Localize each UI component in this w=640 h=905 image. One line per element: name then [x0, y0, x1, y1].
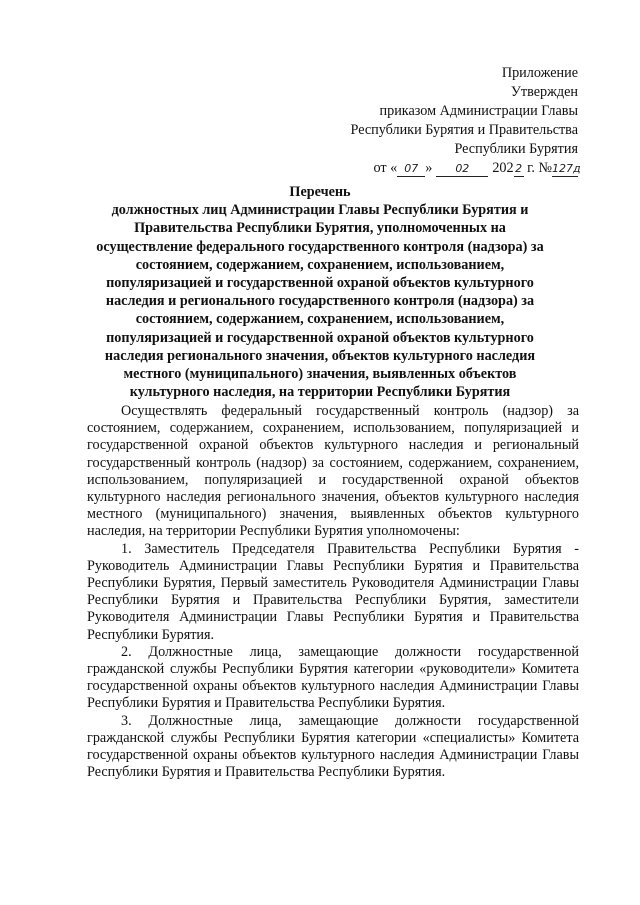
list-item: 3. Должностные лица, замещающие должности государственной гражданской службы Республики Бурятия категории «специалисты» Комитета государственной охраны объектов культурного наследия Администрации Главы Республики Бурятия и Правительства Республики Бурятия.: [87, 712, 579, 781]
list-item: 1. Заместитель Председателя Правительства Республики Бурятия - Руководитель Администрации Главы Республики Бурятия и Правительства Республики Бурятия, Первый заместитель Руководителя Администрации Главы Республики Бурятия и Правительства Республики Бурятия, заместители Руководителя Администрации Главы Республики Бурятия и Правительства Республики Бурятия.: [87, 540, 579, 643]
date-mid: »: [425, 160, 433, 176]
date-month: 02: [455, 162, 470, 175]
date-year-digit: 2: [515, 162, 523, 175]
header-line-admin: Республики Бурятия и Правительства: [350, 122, 578, 138]
order-number-field: [552, 161, 581, 177]
approval-header: [350, 64, 581, 178]
header-line-approved: Утвержден: [510, 84, 578, 100]
document-title: [90, 183, 550, 401]
header-date-line: [350, 159, 581, 178]
document-body: [87, 403, 579, 781]
date-year-suffix: г. №: [527, 160, 552, 176]
date-year-prefix: 202: [492, 160, 514, 176]
date-day: 07: [404, 162, 419, 175]
header-line-order: приказом Администрации Главы: [379, 103, 578, 119]
date-prefix: от «: [373, 160, 398, 176]
title-text: должностных лиц Администрации Главы Республики Бурятия и Правительства Республики Бурятия, уполномоченных на осуществление федерального государственного контроля (надзора) за состоянием, содержанием, сохранением, использованием, популяризацией и государственной охраной объектов культурного наследия и регионального государственного контроля (надзора) за состоянием, содержанием, сохранением, использованием, популяризацией и государственной охраной объектов культурного наследия регионального значения, объектов культурного наследия местного (муниципального) значения, выявленных объектов культурного наследия, на территории Республики Бурятия: [96, 202, 544, 401]
header-line-appendix: Приложение: [501, 65, 578, 81]
date-year-field: [514, 161, 524, 177]
order-number: 127д: [552, 162, 581, 175]
list-item: 2. Должностные лица, замещающие должности государственной гражданской службы Республики Бурятия категории «руководители» Комитета государственной охраны объектов культурного наследия Администрации Главы Республики Бурятия и Правительства Республики Бурятия.: [87, 643, 579, 712]
date-day-field: [397, 161, 425, 177]
date-month-field: [436, 161, 488, 177]
header-line-republic: Республики Бурятия: [454, 141, 578, 157]
title-heading: Перечень: [289, 184, 351, 200]
intro-paragraph: Осуществлять федеральный государственный контроль (надзор) за состоянием, содержанием, сохранением, использованием, популяризацией и государственной охраной объектов культурного наследия и региональный государственный контроль (надзор) за состоянием, содержанием, сохранением, использованием, популяризацией и государственной охраной объектов культурного наследия регионального значения, объектов культурного наследия местного (муниципального) значения, выявленных объектов культурного наследия, на территории Республики Бурятия уполномочены:: [87, 403, 579, 540]
